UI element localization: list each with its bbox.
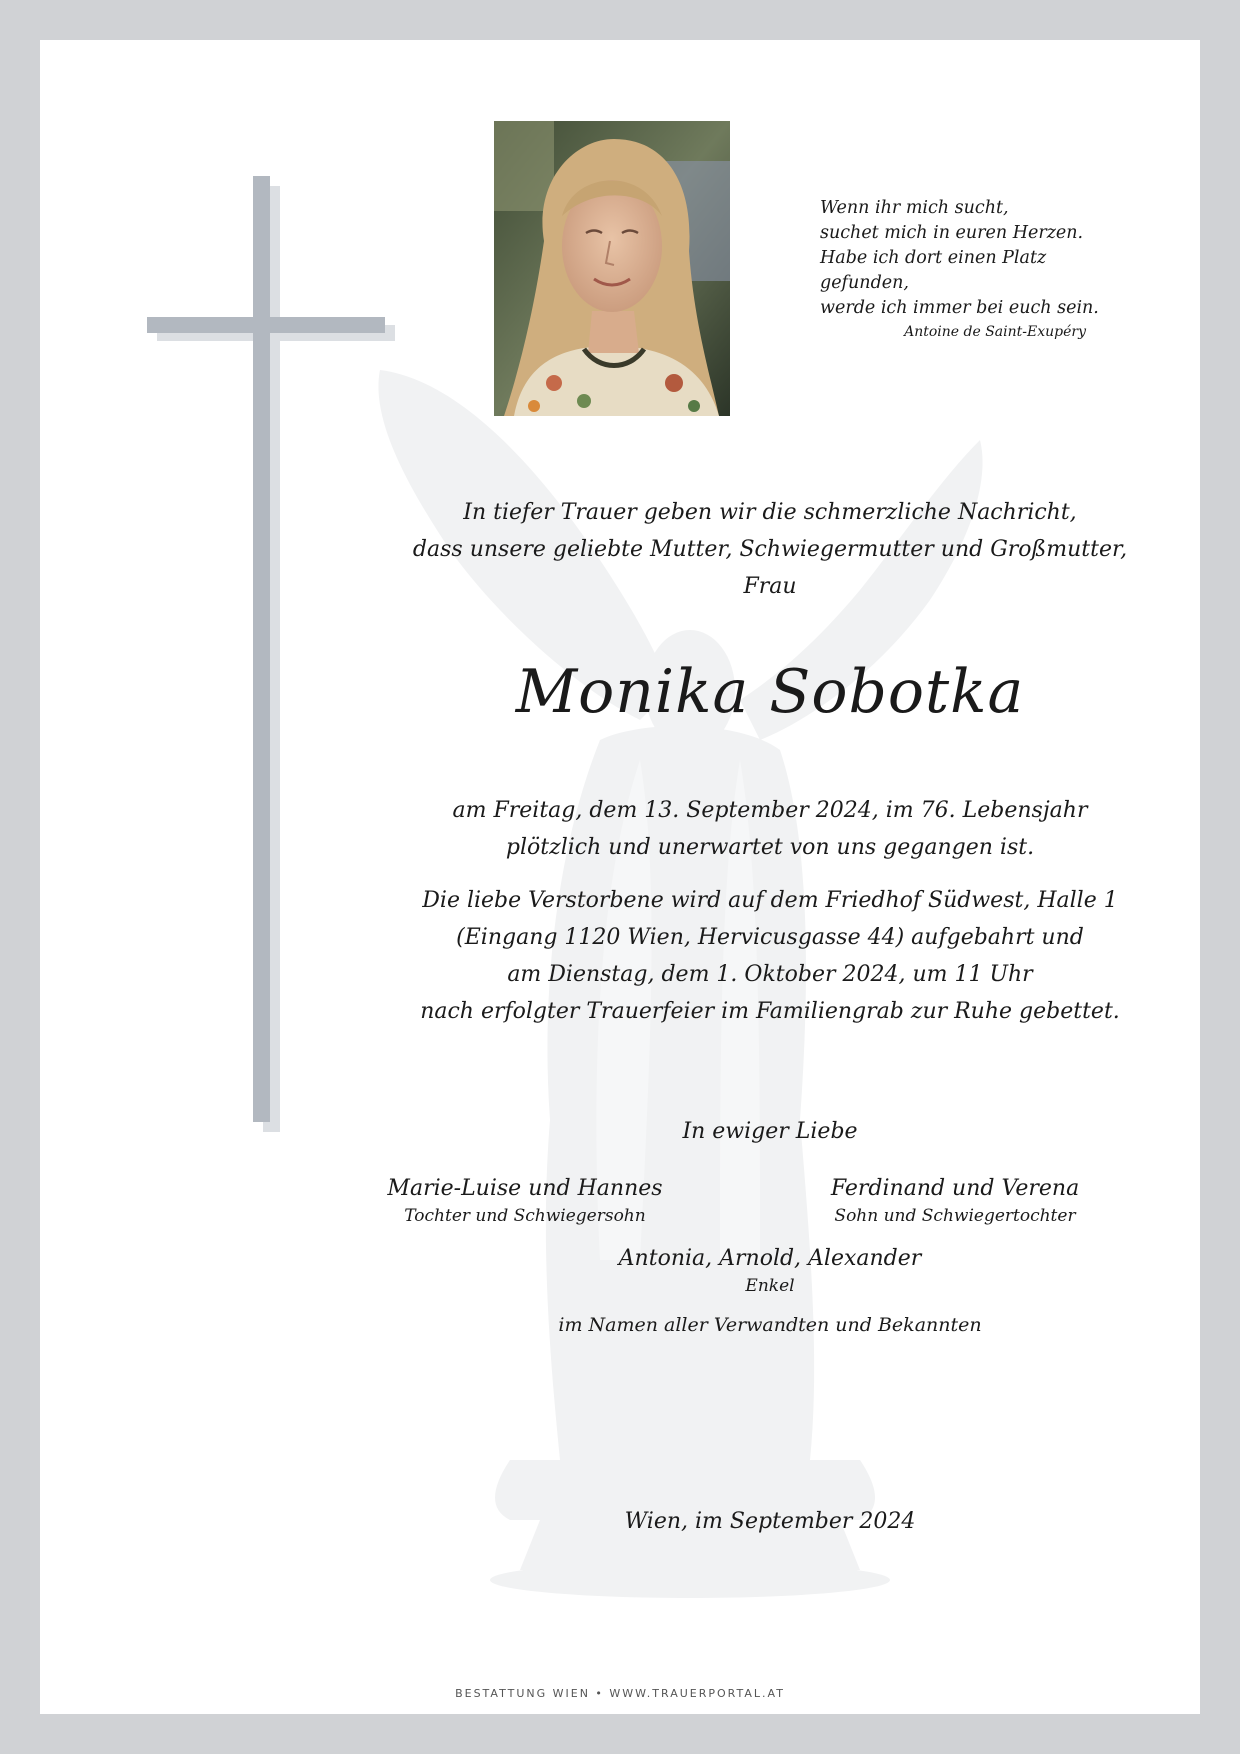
- mourner-names: Ferdinand und Verena: [830, 1176, 1080, 1201]
- quote-line: Wenn ihr mich sucht,: [820, 198, 1009, 218]
- burial-line: am Dienstag, dem 1. Oktober 2024, um 11 Uhr: [507, 962, 1033, 987]
- quote-line: werde ich immer bei euch sein.: [820, 298, 1099, 318]
- burial-line: (Eingang 1120 Wien, Hervicusgasse 44) aufgebahrt und: [456, 925, 1084, 950]
- quote-block: [820, 196, 1120, 343]
- cross-horizontal-beam: [147, 317, 385, 333]
- quote-author: Antoine de Saint-Exupéry: [904, 324, 1086, 340]
- mourner-relation: Sohn und Schwiegertochter: [834, 1206, 1076, 1226]
- quote-line: Habe ich dort einen Platz gefunden,: [820, 248, 1047, 293]
- burial-line: nach erfolgter Trauerfeier im Familiengrab zur Ruhe gebettet.: [420, 999, 1120, 1024]
- intro-line: dass unsere geliebte Mutter, Schwiegermutter und Großmutter,: [412, 537, 1128, 562]
- mourner-names: Marie-Luise und Hannes: [387, 1176, 663, 1201]
- portrait-photo: [494, 121, 730, 416]
- footer-credit: BESTATTUNG WIEN • WWW.TRAUERPORTAL.AT: [455, 1687, 785, 1700]
- death-line: plötzlich und unerwartet von uns gegangen ist.: [505, 835, 1035, 860]
- mourner-relation: Enkel: [745, 1276, 795, 1296]
- place-date: Wien, im September 2024: [624, 1509, 916, 1534]
- mourners-closing: im Namen aller Verwandten und Bekannten: [558, 1314, 982, 1336]
- intro-line: Frau: [743, 574, 797, 599]
- burial-line: Die liebe Verstorbene wird auf dem Friedhof Südwest, Halle 1: [422, 888, 1118, 913]
- mourner-group: [790, 1174, 1120, 1228]
- portrait-illustration: [494, 121, 730, 416]
- deceased-name: Monika Sobotka: [515, 657, 1025, 727]
- intro-line: In tiefer Trauer geben wir die schmerzliche Nachricht,: [463, 500, 1077, 525]
- quote-line: suchet mich in euren Herzen.: [820, 223, 1084, 243]
- death-line: am Freitag, dem 13. September 2024, im 76. Lebensjahr: [452, 798, 1088, 823]
- mourner-group: [490, 1244, 1050, 1298]
- mourners-heading: In ewiger Liebe: [682, 1119, 858, 1144]
- mourner-group: [360, 1174, 690, 1228]
- announcement-intro: [340, 494, 1200, 605]
- obituary-page: [40, 40, 1200, 1714]
- burial-details: [340, 882, 1200, 1030]
- mourner-relation: Tochter und Schwiegersohn: [404, 1206, 646, 1226]
- mourner-names: Antonia, Arnold, Alexander: [618, 1246, 922, 1271]
- death-notice: [340, 792, 1200, 866]
